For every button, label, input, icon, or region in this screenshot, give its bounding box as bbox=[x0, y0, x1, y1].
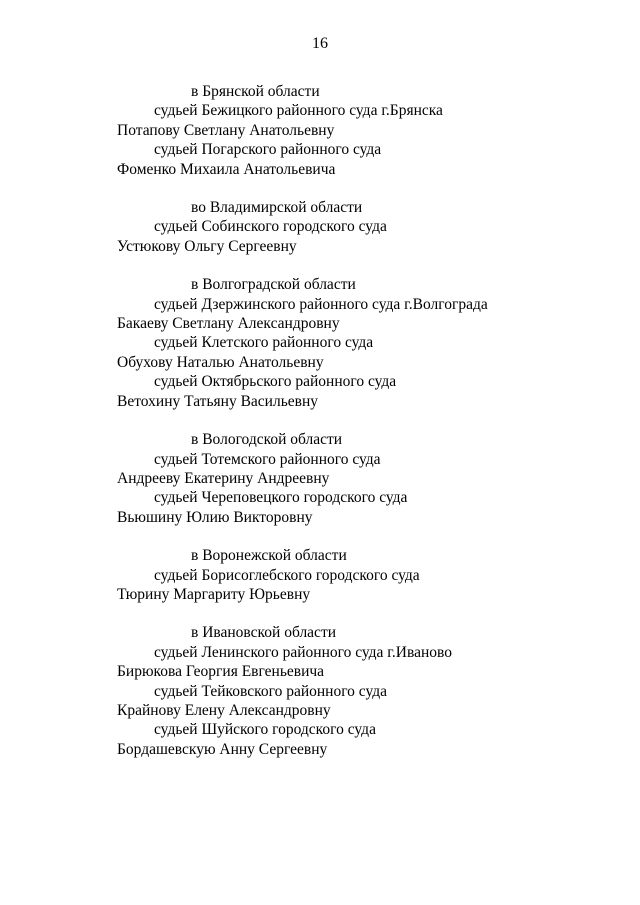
region-section-vladimir bbox=[0, 198, 640, 256]
court-position: судьей Тотемского районного суда bbox=[154, 450, 381, 468]
court-position: судьей Дзержинского районного суда г.Волгограда bbox=[154, 295, 488, 313]
judge-name: Тюрину Маргариту Юрьевну bbox=[117, 585, 311, 603]
court-position: судьей Тейковского районного суда bbox=[154, 682, 388, 700]
region-section-ivanovo bbox=[0, 623, 640, 759]
court-position: судьей Череповецкого городского суда bbox=[154, 489, 408, 507]
court-position: судьей Бежицкого районного суда г.Брянска bbox=[154, 102, 443, 120]
region-heading: в Брянской области bbox=[191, 83, 320, 100]
court-position: судьей Шуйского городского суда bbox=[154, 721, 376, 739]
page-number: 16 bbox=[312, 35, 328, 52]
region-section-volgograd bbox=[0, 275, 640, 411]
court-position: судьей Борисоглебского городского суда bbox=[154, 566, 420, 584]
court-position: судьей Клетского районного суда bbox=[154, 334, 374, 352]
court-position: судьей Октябрьского районного суда bbox=[154, 373, 397, 391]
judge-name: Фоменко Михаила Анатольевича bbox=[117, 160, 336, 178]
region-section-bryansk bbox=[0, 82, 640, 179]
region-heading: в Воронежской области bbox=[191, 547, 347, 565]
region-heading: в Вологодской области bbox=[191, 431, 343, 449]
region-heading: в Ивановской области bbox=[191, 624, 337, 642]
region-section-voronezh bbox=[0, 546, 640, 604]
court-position: судьей Ленинского районного суда г.Иваново bbox=[154, 643, 452, 661]
judge-name: Андрееву Екатерину Андреевну bbox=[117, 469, 330, 487]
region-heading: в Волгоградской области bbox=[191, 276, 356, 294]
judge-name: Бакаеву Светлану Александровну bbox=[117, 315, 340, 333]
judge-name: Ветохину Татьяну Васильевну bbox=[117, 392, 319, 410]
judge-name: Бирюкова Георгия Евгеньевича bbox=[117, 663, 325, 681]
judge-name: Крайнову Елену Александровну bbox=[117, 701, 331, 719]
judge-name: Устюкову Ольгу Сергеевну bbox=[117, 237, 297, 255]
judge-name: Потапову Светлану Анатольевну bbox=[117, 121, 335, 139]
region-section-vologda bbox=[0, 430, 640, 527]
court-position: судьей Собинского городского суда bbox=[154, 218, 387, 236]
judge-name: Бордашевскую Анну Сергеевну bbox=[117, 740, 328, 758]
appointments-list bbox=[0, 82, 640, 778]
region-heading: во Владимирской области bbox=[191, 199, 363, 217]
judge-name: Обухову Наталью Анатольевну bbox=[117, 353, 324, 371]
court-position: судьей Погарского районного суда bbox=[154, 141, 382, 159]
judge-name: Вьюшину Юлию Викторовну bbox=[117, 508, 313, 526]
